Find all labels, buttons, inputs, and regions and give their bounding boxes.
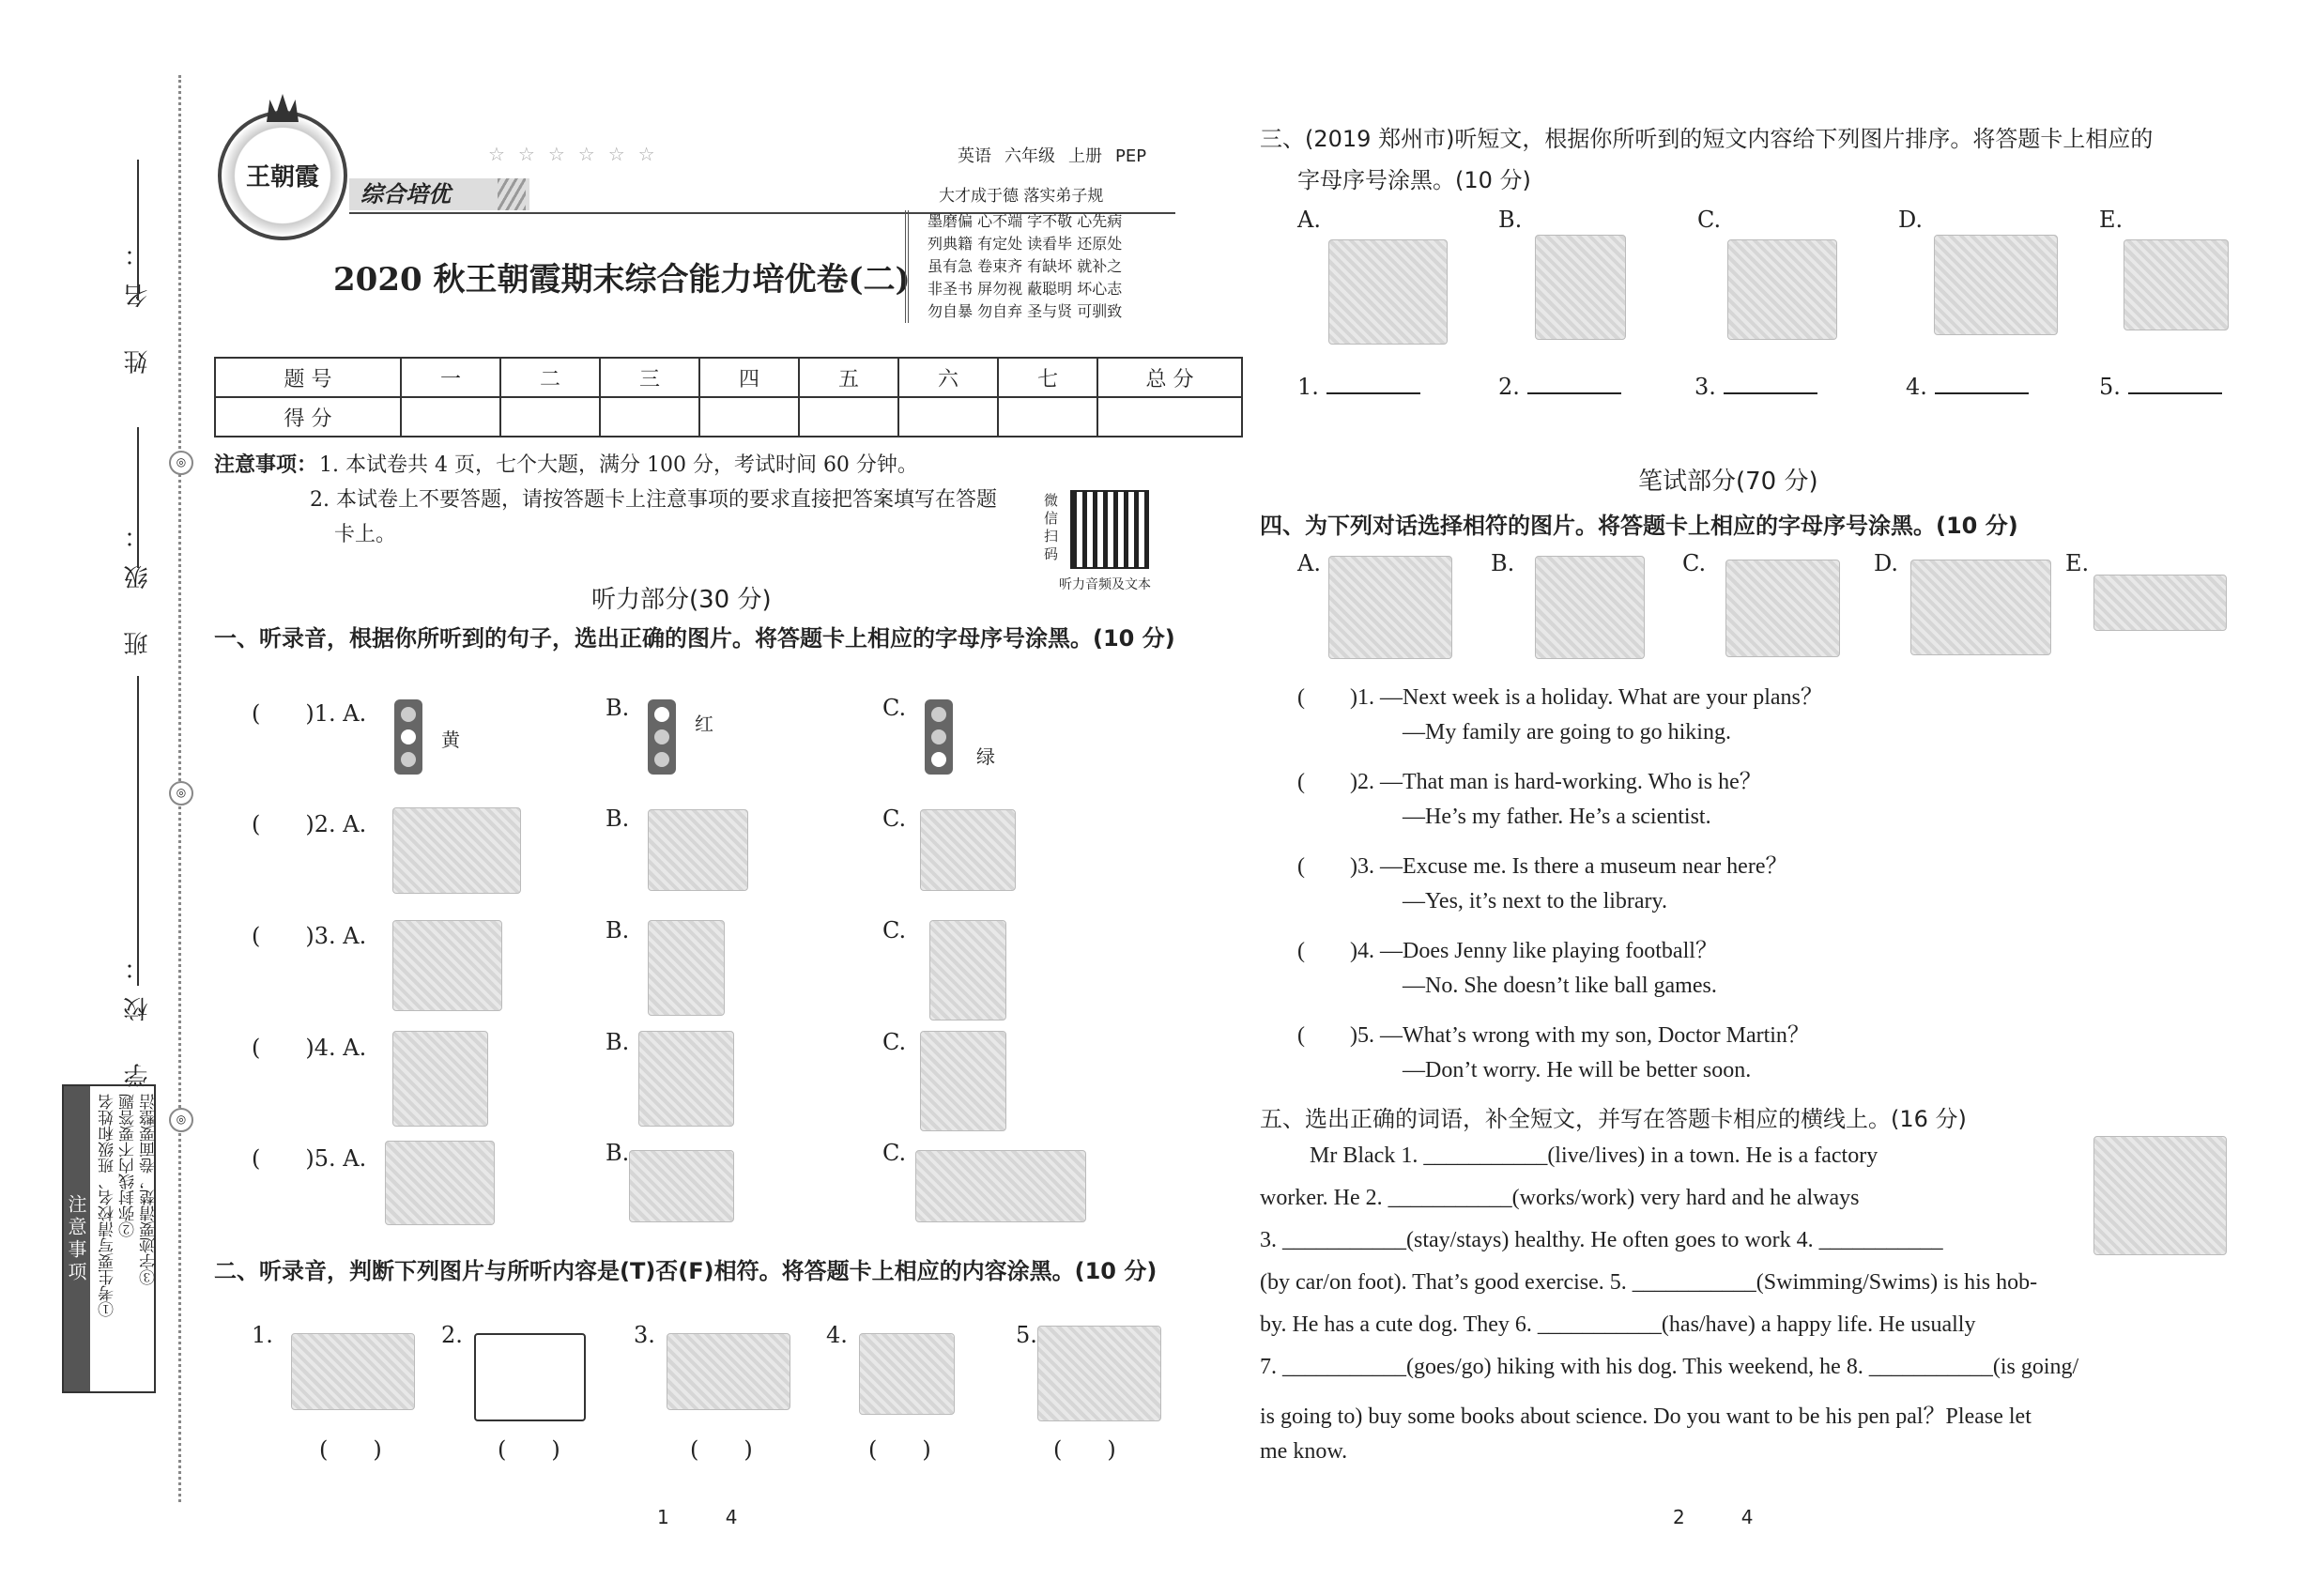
question-1-prompt: 一、听录音，根据你所听到的句子，选出正确的图片。将答题卡上相应的字母序号涂黑。(10 分) (214, 625, 1175, 652)
passage-line: worker. He 2. ___________(works/work) very hard and he always (1260, 1186, 1860, 1210)
motto: 大才成于德 落实弟子规 (939, 187, 1104, 206)
score-table (214, 357, 1243, 437)
question-5-prompt: 五、选出正确的词语，补全短文，并写在答题卡相应的横线上。(16 分) (1260, 1106, 1967, 1132)
q2-picture-2[interactable] (474, 1333, 586, 1421)
item-5-label: ( )5. A. (252, 1145, 367, 1172)
score-header: 五 (799, 358, 898, 397)
q2-picture-1[interactable] (291, 1333, 415, 1410)
q3-picture-b[interactable] (1535, 235, 1626, 340)
q2-answer[interactable]: ( ) (498, 1436, 560, 1463)
seal-circle: ◎ (169, 451, 193, 475)
dialog-4-answer: —No. She doesn’t like ball games. (1403, 974, 1717, 998)
margin-note: ③字迹要清楚，卷面要整洁 (140, 1094, 159, 1285)
passage-line: 7. ___________(goes/go) hiking with his dog. This weekend, he 8. ___________(is going/ (1260, 1355, 2079, 1379)
q3-letter: C. (1697, 207, 1722, 233)
traffic-tag-c: 绿 (976, 745, 995, 768)
q3-order[interactable]: 3. (1694, 374, 1817, 400)
margin-note: ①考生要写清校名、班级和姓名 (99, 1094, 117, 1317)
q3-letter: B. (1498, 207, 1523, 233)
item-2-c: C. (882, 806, 907, 832)
paper-title: 2020 秋王朝霞期末综合能力培优卷(二) (333, 261, 911, 299)
subject-tags: 英语 六年级 上册 PEP (958, 146, 1147, 166)
q2-num: 1. (252, 1322, 273, 1348)
score-header: 总 分 (1097, 358, 1242, 397)
name-label: 姓 名： (124, 225, 152, 375)
q3-letter: E. (2099, 207, 2124, 233)
picture-4b[interactable] (638, 1031, 734, 1127)
qr-caption: 听力音频及文本 (1059, 577, 1151, 592)
score-cell[interactable] (699, 397, 799, 437)
q2-num: 2. (441, 1322, 463, 1348)
q2-picture-4[interactable] (859, 1333, 955, 1415)
dialog-2-answer: —He’s my father. He’s a scientist. (1403, 805, 1711, 829)
writing-title: 笔试部分(70 分) (1638, 468, 1818, 496)
passage-line: is going to) buy some books about science. Do you want to be his pen pal？Please let (1260, 1404, 2032, 1429)
score-header: 题 号 (215, 358, 401, 397)
q4-picture-d[interactable] (1910, 560, 2051, 655)
score-header: 六 (898, 358, 998, 397)
picture-4a[interactable] (392, 1031, 488, 1127)
item-4-b: B. (606, 1029, 630, 1055)
question-2-prompt: 二、听录音，判断下列图片与所听内容是(T)否(F)相符。将答题卡上相应的内容涂黑。(10 分) (214, 1258, 1158, 1284)
q2-answer[interactable]: ( ) (1053, 1436, 1116, 1463)
seal-circle: ◎ (169, 1108, 193, 1132)
series-band: 综合培优 (349, 178, 529, 210)
q3-order[interactable]: 5. (2099, 374, 2222, 400)
q3-picture-c[interactable] (1727, 239, 1837, 340)
q3-picture-a[interactable] (1328, 239, 1448, 345)
question-4-prompt: 四、为下列对话选择相符的图片。将答题卡上相应的字母序号涂黑。(10 分) (1260, 513, 2018, 539)
picture-4c[interactable] (920, 1031, 1006, 1131)
score-cell[interactable] (799, 397, 898, 437)
score-cell[interactable] (898, 397, 998, 437)
q3-order[interactable]: 1. (1297, 374, 1420, 400)
q4-letter: D. (1874, 550, 1899, 576)
item-5-b: B. (606, 1140, 630, 1166)
q2-num: 3. (634, 1322, 655, 1348)
dialog-1-question: ( )1. —Next week is a holiday. What are your plans？ (1297, 685, 1823, 710)
q2-answer[interactable]: ( ) (690, 1436, 753, 1463)
score-cell[interactable] (500, 397, 600, 437)
note-line: 1. 本试卷共 4 页，七个大题，满分 100 分，考试时间 60 分钟。 (319, 453, 918, 477)
item-4-label: ( )4. A. (252, 1035, 367, 1061)
picture-3c[interactable] (929, 920, 1006, 1021)
rating-stars: ☆☆☆☆☆☆ (488, 143, 668, 165)
score-header: 三 (600, 358, 699, 397)
q4-picture-c[interactable] (1725, 560, 1840, 657)
score-header: 四 (699, 358, 799, 397)
traffic-tag-a: 黄 (441, 729, 460, 751)
name-line[interactable] (137, 160, 139, 300)
school-label: 学 校： (124, 939, 152, 1088)
q2-answer[interactable]: ( ) (868, 1436, 931, 1463)
traffic-light-b[interactable] (648, 699, 676, 775)
page-number-right: 2 4 (1673, 1506, 1754, 1528)
band-decoration (498, 178, 526, 210)
listening-title: 听力部分(30 分) (591, 586, 772, 614)
traffic-tag-b: 红 (695, 713, 713, 735)
margin-note: ②弥封线内不要答题 (119, 1094, 138, 1237)
qr-hint: 微信扫码 (1044, 492, 1059, 562)
item-1-c: C. (882, 695, 907, 721)
mr-black-picture[interactable] (2093, 1136, 2227, 1255)
question-3-prompt: 三、(2019 郑州市)听短文，根据你所听到的短文内容给下列图片排序。将答题卡上相应的 (1260, 126, 2154, 152)
q2-num: 5. (1016, 1322, 1037, 1348)
q4-letter: B. (1491, 550, 1515, 576)
proverbs: 墨磨偏 心不端 字不敬 心先病 列典籍 有定处 读看毕 还原处 虽有急 卷束齐 有缺坏 就补之 非圣书 屏勿视 蔽聪明 坏心志 勿自暴 勿自弃 圣与贤 可驯致 (905, 210, 1122, 323)
notes-head: 注意事项： (214, 453, 318, 477)
q2-picture-5[interactable] (1037, 1326, 1161, 1421)
score-cell[interactable] (401, 397, 500, 437)
score-header: 七 (998, 358, 1097, 397)
q2-picture-3[interactable] (667, 1333, 790, 1410)
picture-3a[interactable] (392, 920, 502, 1011)
passage-line: (by car/on foot). That’s good exercise. 5. ___________(Swimming/Swims) is his hob- (1260, 1270, 2038, 1295)
score-cell[interactable] (600, 397, 699, 437)
q3-letter: A. (1297, 207, 1321, 233)
q4-picture-a[interactable] (1328, 556, 1452, 659)
picture-3b[interactable] (648, 920, 725, 1016)
qr-code[interactable] (1070, 490, 1149, 569)
q4-letter: A. (1297, 550, 1321, 576)
dialog-3-question: ( )3. —Excuse me. Is there a museum near here？ (1297, 854, 1788, 879)
q3-picture-d[interactable] (1934, 235, 2058, 335)
score-header: 二 (500, 358, 600, 397)
picture-2c[interactable] (920, 809, 1016, 891)
score-row-label: 得 分 (215, 397, 401, 437)
score-cell[interactable] (1097, 397, 1242, 437)
item-1-label: ( )1. A. (252, 700, 367, 727)
passage-line: by. He has a cute dog. They 6. ___________(has/have) a happy life. He usually (1260, 1312, 1976, 1337)
dialog-4-question: ( )4. —Does Jenny like playing football？ (1297, 939, 1718, 963)
q3-picture-e[interactable] (2124, 239, 2229, 330)
q4-picture-e[interactable] (2093, 575, 2227, 631)
item-2-b: B. (606, 806, 630, 832)
traffic-light-c[interactable] (925, 699, 953, 775)
dialog-3-answer: —Yes, it’s next to the library. (1403, 889, 1667, 913)
class-label: 班 级： (124, 507, 152, 656)
dialog-1-answer: —My family are going to go hiking. (1403, 720, 1731, 744)
item-3-label: ( )3. A. (252, 923, 367, 949)
picture-2b[interactable] (648, 809, 748, 891)
q2-answer[interactable]: ( ) (319, 1436, 382, 1463)
picture-5c[interactable] (915, 1150, 1086, 1222)
item-2-label: ( )2. A. (252, 811, 367, 837)
brand-logo: 王朝霞 (218, 111, 347, 240)
q4-picture-b[interactable] (1535, 556, 1645, 659)
item-1-b: B. (606, 695, 630, 721)
dialog-2-question: ( )2. —That man is hard-working. Who is he？ (1297, 770, 1762, 794)
q3-letter: D. (1898, 207, 1924, 233)
item-4-c: C. (882, 1029, 907, 1055)
item-5-c: C. (882, 1140, 907, 1166)
picture-5b[interactable] (629, 1150, 734, 1222)
traffic-light-a[interactable] (394, 699, 422, 775)
dialog-5-answer: —Don’t worry. He will be better soon. (1403, 1058, 1752, 1082)
margin-notes-header: 注意事项 (64, 1086, 90, 1391)
q3-order[interactable]: 4. (1906, 374, 2029, 400)
passage-line: Mr Black 1. ___________(live/lives) in a town. He is a factory (1310, 1143, 1878, 1168)
item-3-c: C. (882, 917, 907, 944)
page-number-left: 1 4 (657, 1506, 738, 1528)
dialog-5-question: ( )5. —What’s wrong with my son, Doctor Martin？ (1297, 1023, 1810, 1048)
q3-order[interactable]: 2. (1498, 374, 1621, 400)
passage-line: me know. (1260, 1439, 1348, 1464)
class-line[interactable] (137, 427, 139, 568)
note-line: 2. 本试卷上不要答题，请按答题卡上注意事项的要求直接把答案填写在答题 (310, 488, 997, 512)
picture-2a[interactable] (392, 807, 521, 894)
score-header: 一 (401, 358, 500, 397)
q4-letter: C. (1682, 550, 1707, 576)
q4-letter: E. (2065, 550, 2090, 576)
seal-circle: ◎ (169, 781, 193, 806)
picture-5a[interactable] (385, 1141, 495, 1225)
note-line: 卡上。 (334, 523, 397, 546)
score-cell[interactable] (998, 397, 1097, 437)
passage-line: 3. ___________(stay/stays) healthy. He often goes to work 4. ___________ (1260, 1228, 1943, 1252)
margin-notes (62, 1084, 159, 1393)
question-3-prompt-cont: 字母序号涂黑。(10 分) (1297, 167, 1531, 193)
item-3-b: B. (606, 917, 630, 944)
q2-num: 4. (826, 1322, 848, 1348)
school-line[interactable] (137, 676, 139, 986)
